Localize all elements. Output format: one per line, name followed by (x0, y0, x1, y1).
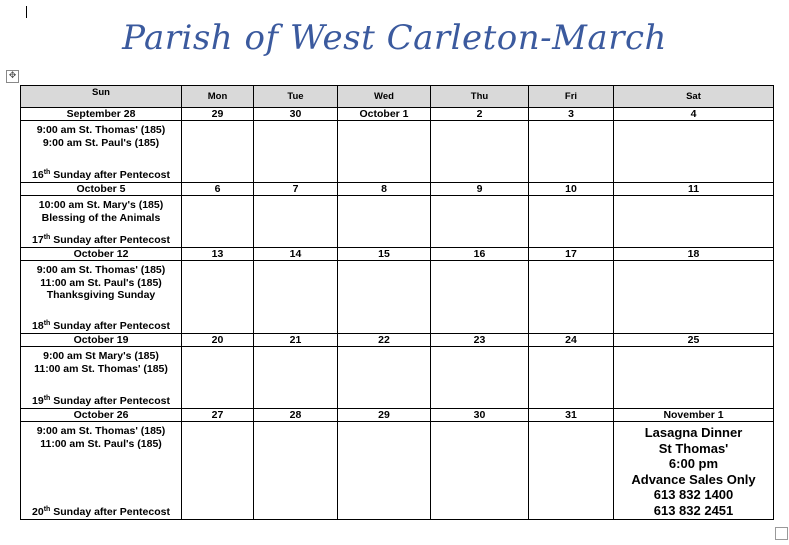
week-2-dates (21, 183, 774, 196)
day-cell (529, 422, 614, 520)
header-wed: Wed (338, 86, 431, 108)
day-cell (338, 422, 431, 520)
day-cell (254, 347, 338, 409)
date-cell: 15 (338, 248, 431, 261)
pentecost-label: 19th Sunday after Pentecost (32, 395, 170, 407)
event-line: 6:00 pm (668, 456, 719, 471)
day-cell (254, 196, 338, 248)
weekday-header-row (21, 86, 774, 108)
sunday-services-cell (21, 422, 182, 520)
date-cell: 16 (431, 248, 529, 261)
day-cell (182, 261, 254, 334)
day-cell (254, 261, 338, 334)
service-line: 9:00 am St. Paul's (185) (42, 136, 160, 149)
week-4-content (21, 347, 774, 409)
day-cell (614, 347, 774, 409)
day-cell (182, 196, 254, 248)
service-line: 9:00 am St. Thomas' (185) (36, 264, 166, 276)
date-cell: 2 (431, 108, 529, 121)
service-line: Blessing of the Animals (41, 211, 161, 224)
pentecost-label: 17th Sunday after Pentecost (32, 234, 170, 246)
header-sun: Sun (21, 86, 182, 108)
day-cell (431, 347, 529, 409)
service-line: 10:00 am St. Mary's (185) (38, 199, 164, 211)
day-cell (529, 347, 614, 409)
day-cell (614, 196, 774, 248)
day-cell (529, 261, 614, 334)
sunday-services-cell (21, 347, 182, 409)
date-cell: 30 (254, 108, 338, 121)
date-cell: 10 (529, 183, 614, 196)
service-line: 11:00 am St. Paul's (185) (40, 437, 162, 450)
date-cell: October 19 (21, 334, 182, 347)
date-cell: 8 (338, 183, 431, 196)
day-cell (614, 121, 774, 183)
calendar-table (20, 85, 774, 520)
week-2-content (21, 196, 774, 248)
date-cell: 3 (529, 108, 614, 121)
day-cell (431, 422, 529, 520)
text-cursor (26, 6, 27, 18)
service-line: Thanksgiving Sunday (46, 289, 156, 301)
day-cell (254, 422, 338, 520)
table-move-handle-icon[interactable]: ✥ (6, 70, 19, 83)
date-cell: 21 (254, 334, 338, 347)
date-cell: October 26 (21, 409, 182, 422)
header-tue: Tue (254, 86, 338, 108)
sunday-services-cell (21, 196, 182, 248)
date-cell: 30 (431, 409, 529, 422)
day-cell (431, 196, 529, 248)
pentecost-label: 20th Sunday after Pentecost (32, 506, 170, 518)
day-cell (431, 121, 529, 183)
date-cell: 24 (529, 334, 614, 347)
date-cell: October 12 (21, 248, 182, 261)
service-line: 11:00 am St. Paul's (185) (40, 276, 162, 289)
event-line: Lasagna Dinner (644, 425, 743, 440)
date-cell: 20 (182, 334, 254, 347)
day-cell (182, 121, 254, 183)
sunday-services-cell (21, 121, 182, 183)
day-cell (338, 347, 431, 409)
week-1-dates (21, 108, 774, 121)
header-mon: Mon (182, 86, 254, 108)
event-line: Advance Sales Only (631, 471, 756, 487)
week-3-content (21, 261, 774, 334)
table-resize-handle-icon[interactable] (775, 527, 788, 540)
day-cell (614, 261, 774, 334)
service-line: 9:00 am St. Thomas' (185) (36, 124, 166, 136)
day-cell (182, 347, 254, 409)
lasagna-dinner-event (614, 422, 773, 518)
week-3-dates (21, 248, 774, 261)
week-1-content (21, 121, 774, 183)
date-cell: 28 (254, 409, 338, 422)
date-cell: 4 (614, 108, 774, 121)
date-cell: 9 (431, 183, 529, 196)
day-cell (529, 121, 614, 183)
date-cell: 7 (254, 183, 338, 196)
date-cell: 22 (338, 334, 431, 347)
date-cell: 17 (529, 248, 614, 261)
event-line: 613 832 1400 (653, 487, 734, 502)
week-5-content (21, 422, 774, 520)
event-line: 613 832 2451 (653, 502, 734, 518)
event-line: St Thomas' (658, 440, 729, 456)
header-fri: Fri (529, 86, 614, 108)
sunday-services-cell (21, 261, 182, 334)
service-line: 9:00 am St. Thomas' (185) (36, 425, 166, 437)
week-4-dates (21, 334, 774, 347)
date-cell: 11 (614, 183, 774, 196)
service-line: 9:00 am St Mary's (185) (43, 350, 159, 362)
date-cell: 14 (254, 248, 338, 261)
header-sat: Sat (614, 86, 774, 108)
date-cell: 31 (529, 409, 614, 422)
pentecost-label: 18th Sunday after Pentecost (32, 320, 170, 332)
date-cell: November 1 (614, 409, 774, 422)
saturday-event-cell (614, 422, 774, 520)
date-cell: September 28 (21, 108, 182, 121)
day-cell (182, 422, 254, 520)
day-cell (529, 196, 614, 248)
date-cell: 23 (431, 334, 529, 347)
date-cell: 13 (182, 248, 254, 261)
day-cell (338, 196, 431, 248)
day-cell (338, 261, 431, 334)
pentecost-label: 16th Sunday after Pentecost (32, 169, 170, 181)
date-cell: 29 (338, 409, 431, 422)
date-cell: 6 (182, 183, 254, 196)
date-cell: 29 (182, 108, 254, 121)
date-cell: October 5 (21, 183, 182, 196)
date-cell: October 1 (338, 108, 431, 121)
date-cell: 18 (614, 248, 774, 261)
date-cell: 25 (614, 334, 774, 347)
day-cell (254, 121, 338, 183)
day-cell (431, 261, 529, 334)
week-5-dates (21, 409, 774, 422)
service-line: 11:00 am St. Thomas' (185) (34, 362, 168, 375)
day-cell (338, 121, 431, 183)
header-thu: Thu (431, 86, 529, 108)
date-cell: 27 (182, 409, 254, 422)
page-title: Parish of West Carleton-March (122, 18, 667, 58)
